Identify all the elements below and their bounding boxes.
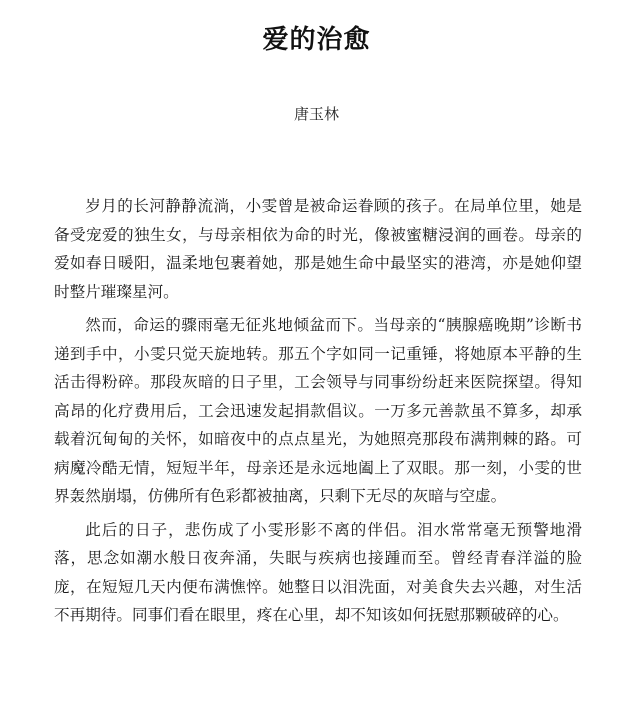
- paragraph: 岁月的长河静静流淌，小雯曾是被命运眷顾的孩子。在局单位里，她是备受宠爱的独生女，与母亲相依为命的时光，像被蜜糖浸润的画卷。母亲的爱如春日暖阳，温柔地包裹着她，那是她生命中最坚实的港湾，亦是她仰望时整片璀璨星河。: [54, 197, 582, 301]
- article-body: [54, 192, 582, 635]
- article-title: 爱的治愈: [262, 25, 371, 55]
- paragraph: 此后的日子，悲伤成了小雯形影不离的伴侣。泪水常常毫无预警地滑落，思念如潮水般日夜奔涌，失眠与疾病也接踵而至。曾经青春洋溢的脸庞，在短短几天内便布满憔悴。她整日以泪洗面，对美食失去兴趣，对生活不再期待。同事们看在眼里，疼在心里，却不知该如何抚慰那颗破碎的心。: [54, 520, 582, 624]
- article-author: 唐玉林: [293, 105, 339, 123]
- paragraph: 然而，命运的骤雨毫无征兆地倾盆而下。当母亲的“胰腺癌晚期”诊断书递到手中，小雯只觉天旋地转。那五个字如同一记重锤，将她原本平静的生活击得粉碎。那段灰暗的日子里，工会领导与同事纷纷赶来医院探望。得知高昂的化疗费用后，工会迅速发起捐款倡议。一万多元善款虽不算多，却承载着沉甸甸的关怀，如暗夜中的点点星光，为她照亮那段布满荆棘的路。可病魔冷酷无情，短短半年，母亲还是永远地阖上了双眼。那一刻，小雯的世界轰然崩塌，仿佛所有色彩都被抽离，只剩下无尽的灰暗与空虚。: [54, 316, 582, 505]
